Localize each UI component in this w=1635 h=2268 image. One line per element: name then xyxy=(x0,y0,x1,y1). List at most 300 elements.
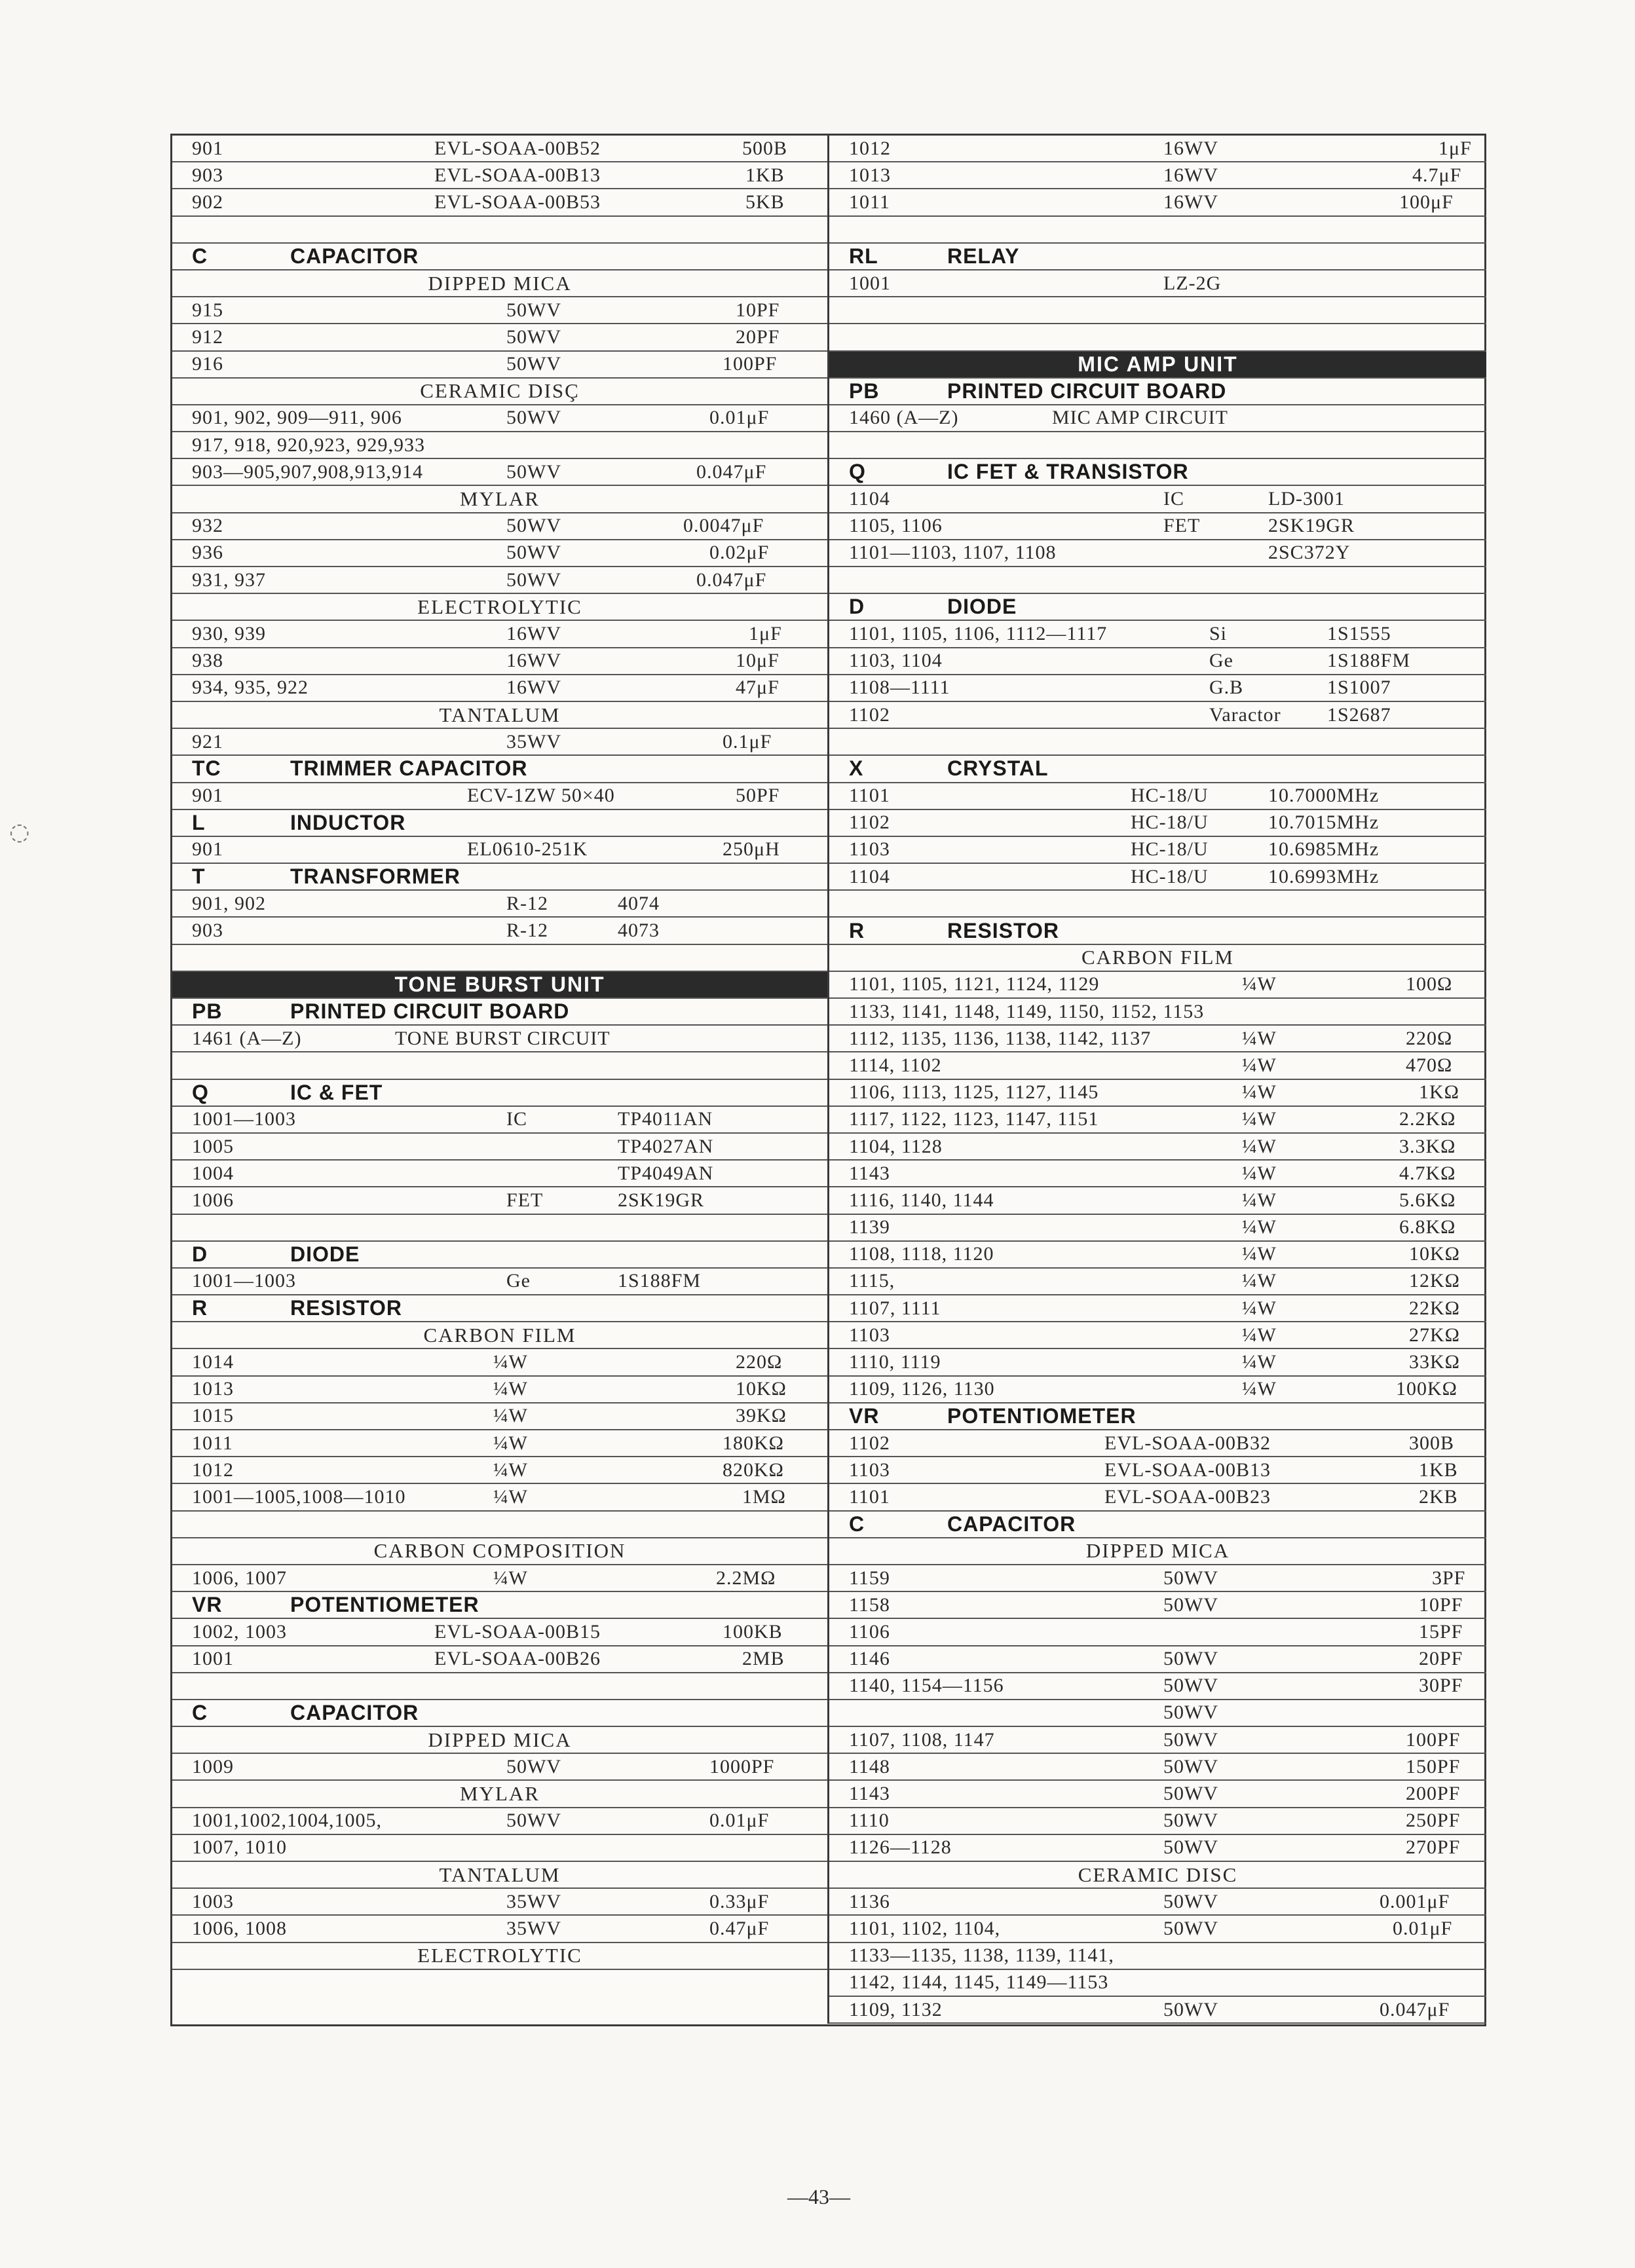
section-title: POTENTIOMETER xyxy=(947,1404,1137,1428)
subsection-header xyxy=(829,945,1486,972)
part-spec: HC-18/U xyxy=(1131,785,1209,807)
part-spec: 35WV xyxy=(506,730,561,753)
part-spec: ¼W xyxy=(1242,1054,1277,1076)
part-value: 0.33μF xyxy=(709,1890,770,1912)
section-code: Q xyxy=(849,460,866,484)
section-title: CAPACITOR xyxy=(947,1512,1076,1536)
ref-numbers: 1103 xyxy=(849,1324,890,1346)
part-spec: 50WV xyxy=(506,515,561,537)
part-row xyxy=(172,1349,827,1376)
blank-row xyxy=(172,1215,827,1242)
ref-numbers: 1101 xyxy=(849,785,890,807)
ref-numbers: 1006, 1008 xyxy=(192,1917,287,1939)
section-code: C xyxy=(849,1512,865,1536)
part-spec: 50WV xyxy=(1163,1998,1218,2020)
part-spec: 16WV xyxy=(506,650,561,672)
part-value: 470Ω xyxy=(1406,1054,1453,1076)
part-spec: 50WV xyxy=(1163,1836,1218,1859)
part-value: 20PF xyxy=(736,325,780,348)
subsection-header xyxy=(172,1727,827,1754)
part-value: 10KΩ xyxy=(1409,1243,1460,1265)
section-title: IC FET & TRANSISTOR xyxy=(947,460,1189,484)
part-spec: FET xyxy=(506,1189,544,1211)
part-row xyxy=(829,1242,1486,1269)
ref-numbers: 1133—1135, 1138, 1139, 1141, xyxy=(849,1944,1114,1967)
part-row xyxy=(829,1161,1486,1187)
subsection-header xyxy=(172,594,827,621)
section-code: D xyxy=(849,595,865,619)
part-spec: 50WV xyxy=(1163,1701,1218,1724)
part-row xyxy=(829,1052,1486,1079)
ref-numbers: 901, 902 xyxy=(192,892,266,914)
part-row xyxy=(172,513,827,540)
ref-numbers: 1140, 1154—1156 xyxy=(849,1675,1004,1697)
part-value: 250μH xyxy=(723,838,780,861)
parts-list-left-column xyxy=(172,136,827,1970)
ref-numbers: 903 xyxy=(192,920,223,942)
ref-numbers: 917, 918, 920,923, 929,933 xyxy=(192,434,425,456)
ref-numbers: 1102 xyxy=(849,703,890,726)
blank-row xyxy=(829,567,1486,594)
section-header xyxy=(829,918,1486,944)
ref-numbers: 1103 xyxy=(849,838,890,861)
part-value: 250PF xyxy=(1406,1810,1461,1832)
part-row xyxy=(829,1107,1486,1134)
part-row xyxy=(829,1673,1486,1700)
part-spec: ¼W xyxy=(1242,1108,1277,1130)
ref-numbers: 1013 xyxy=(192,1378,234,1400)
part-spec: ¼W xyxy=(1242,1081,1277,1104)
part-value: 20PF xyxy=(1419,1648,1463,1670)
part-row xyxy=(829,540,1486,567)
part-value: 1MΩ xyxy=(742,1485,786,1508)
section-code: VR xyxy=(849,1404,880,1428)
section-code: T xyxy=(192,864,206,889)
part-row xyxy=(829,702,1486,729)
part-row xyxy=(172,324,827,351)
part-value: 100PF xyxy=(723,353,778,375)
part-value: 1μF xyxy=(749,622,782,644)
ref-numbers: 1109, 1132 xyxy=(849,1998,943,2020)
ref-numbers: 1001,1002,1004,1005, xyxy=(192,1810,382,1832)
part-row xyxy=(172,1161,827,1187)
part-row xyxy=(829,1997,1486,2024)
part-row xyxy=(172,567,827,594)
part-spec: HC-18/U xyxy=(1131,838,1209,861)
ref-numbers: 1015 xyxy=(192,1405,234,1427)
part-spec: 50WV xyxy=(1163,1810,1218,1832)
part-row xyxy=(829,1295,1486,1322)
part-value: 3.3KΩ xyxy=(1399,1135,1456,1157)
part-spec: EVL-SOAA-00B15 xyxy=(434,1620,601,1643)
section-title: CAPACITOR xyxy=(290,244,419,268)
part-row xyxy=(829,1835,1486,1862)
section-code: X xyxy=(849,756,864,781)
section-header xyxy=(172,1080,827,1107)
part-spec: EVL-SOAA-00B53 xyxy=(434,191,601,213)
part-value: 50PF xyxy=(736,785,780,807)
ref-numbers: 1112, 1135, 1136, 1138, 1142, 1137 xyxy=(849,1027,1152,1049)
subsection-header xyxy=(829,1862,1486,1889)
part-row xyxy=(829,1269,1486,1295)
part-spec: Ge xyxy=(1209,650,1233,672)
section-code: R xyxy=(192,1296,208,1320)
part-row xyxy=(172,1404,827,1430)
section-title: TRIMMER CAPACITOR xyxy=(290,756,528,781)
ref-numbers: 1002, 1003 xyxy=(192,1620,287,1643)
part-value: 15PF xyxy=(1419,1620,1463,1643)
ref-numbers: 901 xyxy=(192,137,223,159)
ref-numbers: 1106, 1113, 1125, 1127, 1145 xyxy=(849,1081,1099,1104)
part-spec: 16WV xyxy=(506,677,561,699)
ref-numbers: 1105, 1106 xyxy=(849,515,943,537)
part-row xyxy=(172,459,827,486)
section-title: RELAY xyxy=(947,244,1020,268)
ref-numbers: 1104 xyxy=(849,488,890,510)
part-row xyxy=(172,540,827,567)
part-row xyxy=(172,297,827,324)
part-value: 0.001μF xyxy=(1380,1890,1450,1912)
ref-numbers: 1104 xyxy=(849,865,890,887)
part-value: 1S188FM xyxy=(1327,650,1411,672)
ref-numbers: 921 xyxy=(192,730,223,753)
part-row xyxy=(829,1619,1486,1646)
part-row xyxy=(829,1727,1486,1754)
ref-numbers: 1107, 1108, 1147 xyxy=(849,1728,995,1751)
ref-numbers: 1001—1003 xyxy=(192,1270,296,1292)
subsection-title: MYLAR xyxy=(460,487,540,511)
part-spec: ¼W xyxy=(1242,1297,1277,1319)
section-code: PB xyxy=(849,379,880,403)
section-header xyxy=(172,1700,827,1727)
part-value: 47μF xyxy=(736,677,780,699)
ref-numbers: 1103, 1104 xyxy=(849,650,943,672)
part-spec: FET xyxy=(1163,515,1201,537)
part-value: 0.047μF xyxy=(1380,1998,1450,2020)
part-row xyxy=(829,1080,1486,1107)
ref-numbers: 1005 xyxy=(192,1135,234,1157)
subsection-header xyxy=(172,1538,827,1565)
subsection-title: CARBON FILM xyxy=(1081,946,1234,969)
part-spec: 35WV xyxy=(506,1890,561,1912)
part-value: 1KB xyxy=(1419,1459,1458,1481)
section-title: CRYSTAL xyxy=(947,756,1049,781)
part-value: 5KB xyxy=(745,191,785,213)
part-spec: 50WV xyxy=(1163,1675,1218,1697)
ref-numbers: 1013 xyxy=(849,164,891,186)
section-code: PB xyxy=(192,999,223,1024)
blank-row xyxy=(172,217,827,244)
section-code: RL xyxy=(849,244,878,268)
part-spec: HC-18/U xyxy=(1131,865,1209,887)
part-value: 6.8KΩ xyxy=(1399,1216,1456,1238)
part-value: 2SK19GR xyxy=(1268,515,1355,537)
part-value: 10.7000MHz xyxy=(1268,785,1380,807)
part-value: 10PF xyxy=(1419,1593,1463,1616)
part-row xyxy=(172,918,827,944)
part-row xyxy=(829,405,1486,432)
blank-row xyxy=(829,217,1486,244)
section-title: DIODE xyxy=(290,1242,360,1266)
part-spec: 50WV xyxy=(506,460,561,483)
part-spec: IC xyxy=(506,1108,527,1130)
subsection-header xyxy=(172,702,827,729)
part-spec: Ge xyxy=(506,1270,531,1292)
part-row xyxy=(829,648,1486,675)
blank-row xyxy=(829,297,1486,324)
part-value: 0.1μF xyxy=(723,730,772,753)
part-spec: ¼W xyxy=(1242,1162,1277,1184)
part-row xyxy=(172,783,827,810)
part-spec: EVL-SOAA-00B23 xyxy=(1104,1485,1271,1508)
part-value: 0.02μF xyxy=(709,542,770,564)
part-value: 100Ω xyxy=(1406,973,1453,995)
part-row xyxy=(829,783,1486,810)
ref-numbers: 1001—1003 xyxy=(192,1108,296,1130)
part-row xyxy=(829,1592,1486,1619)
part-spec: MIC AMP CIRCUIT xyxy=(1052,407,1228,429)
part-value: 0.47μF xyxy=(709,1917,770,1939)
ref-numbers: 1102 xyxy=(849,811,890,834)
part-value: 0.01μF xyxy=(709,1810,770,1832)
part-spec: ¼W xyxy=(493,1567,528,1589)
subsection-title: CERAMIC DISC xyxy=(1078,1863,1238,1886)
parts-list-right-column xyxy=(827,136,1486,2024)
part-row xyxy=(829,1215,1486,1242)
part-value: 1KΩ xyxy=(1419,1081,1459,1104)
part-row xyxy=(829,972,1486,999)
section-header xyxy=(829,756,1486,783)
part-value: 1μF xyxy=(1438,137,1472,159)
part-spec: EVL-SOAA-00B13 xyxy=(1104,1459,1271,1481)
part-spec: EVL-SOAA-00B52 xyxy=(434,137,601,159)
ref-numbers: 901, 902, 909—911, 906 xyxy=(192,407,402,429)
ref-numbers: 1143 xyxy=(849,1162,890,1184)
subsection-title: TANTALUM xyxy=(439,703,561,726)
part-value: 27KΩ xyxy=(1409,1324,1460,1346)
subsection-header xyxy=(172,1943,827,1970)
part-row xyxy=(172,675,827,702)
blank-row xyxy=(172,1673,827,1700)
part-value: TP4049AN xyxy=(618,1162,714,1184)
part-value: 10PF xyxy=(736,299,780,321)
part-spec: 50WV xyxy=(506,353,561,375)
part-value: 150PF xyxy=(1406,1755,1461,1777)
part-row xyxy=(172,621,827,648)
subsection-header xyxy=(172,1862,827,1889)
part-spec: ECV-1ZW 50×40 xyxy=(467,785,615,807)
part-row xyxy=(829,1484,1486,1511)
part-spec: Varactor xyxy=(1209,703,1281,726)
part-row xyxy=(172,1377,827,1404)
part-value: 100KΩ xyxy=(1396,1378,1457,1400)
part-row xyxy=(172,1430,827,1457)
section-title: PRINTED CIRCUIT BOARD xyxy=(290,999,570,1024)
part-spec: EL0610-251K xyxy=(467,838,588,861)
ref-numbers: 1001 xyxy=(192,1648,234,1670)
part-spec: IC xyxy=(1163,488,1184,510)
ref-numbers: 931, 937 xyxy=(192,568,266,591)
part-row xyxy=(172,837,827,864)
part-spec: 50WV xyxy=(1163,1783,1218,1805)
part-row xyxy=(829,1781,1486,1808)
part-row xyxy=(172,648,827,675)
ref-numbers: 1110, 1119 xyxy=(849,1351,941,1373)
part-spec: Si xyxy=(1209,622,1228,644)
ref-numbers: 1142, 1144, 1145, 1149—1153 xyxy=(849,1971,1109,1994)
binding-hole-mark: ◌ xyxy=(9,819,30,846)
part-value: 500B xyxy=(742,137,788,159)
part-spec: 50WV xyxy=(506,407,561,429)
part-row xyxy=(829,999,1486,1026)
ref-numbers: 1106 xyxy=(849,1620,890,1643)
part-value: 2.2KΩ xyxy=(1399,1108,1456,1130)
ref-numbers: 1116, 1140, 1144 xyxy=(849,1189,994,1211)
subsection-title: CARBON FILM xyxy=(423,1323,576,1347)
part-row xyxy=(829,1970,1486,1997)
section-code: L xyxy=(192,810,206,834)
section-title: POTENTIOMETER xyxy=(290,1593,479,1617)
part-value: 10.6993MHz xyxy=(1268,865,1380,887)
part-row xyxy=(829,1349,1486,1376)
section-title: RESISTOR xyxy=(947,918,1059,942)
part-value: 220Ω xyxy=(736,1351,783,1373)
ref-numbers: 1014 xyxy=(192,1351,234,1373)
part-spec: ¼W xyxy=(493,1378,528,1400)
ref-numbers: 1103 xyxy=(849,1459,890,1481)
ref-numbers: 912 xyxy=(192,325,223,348)
part-row xyxy=(172,1754,827,1781)
part-value: 0.0047μF xyxy=(683,515,764,537)
part-spec: ¼W xyxy=(1242,1216,1277,1238)
part-spec: ¼W xyxy=(1242,1351,1277,1373)
section-header xyxy=(829,1512,1486,1538)
part-row xyxy=(172,1835,827,1862)
section-header xyxy=(829,244,1486,270)
ref-numbers: 1102 xyxy=(849,1432,890,1454)
part-spec: 16WV xyxy=(1163,191,1218,213)
part-row xyxy=(172,1107,827,1134)
part-spec: ¼W xyxy=(1242,1027,1277,1049)
part-spec: 50WV xyxy=(506,299,561,321)
part-spec: 50WV xyxy=(1163,1648,1218,1670)
ref-numbers: 1009 xyxy=(192,1755,234,1777)
part-spec: 50WV xyxy=(506,542,561,564)
part-value: LD-3001 xyxy=(1268,488,1345,510)
ref-numbers: 1460 (A—Z) xyxy=(849,407,959,429)
part-value: 2.2MΩ xyxy=(716,1567,776,1589)
ref-numbers: 1012 xyxy=(849,137,891,159)
part-value: 820KΩ xyxy=(723,1459,784,1481)
subsection-header xyxy=(172,270,827,297)
part-value: 200PF xyxy=(1406,1783,1461,1805)
part-row xyxy=(172,189,827,216)
part-spec: EVL-SOAA-00B32 xyxy=(1104,1432,1271,1454)
part-spec: 16WV xyxy=(1163,164,1218,186)
ref-numbers: 1108, 1118, 1120 xyxy=(849,1243,994,1265)
part-value: TP4011AN xyxy=(618,1108,713,1130)
part-spec: 50WV xyxy=(1163,1567,1218,1589)
part-value: 220Ω xyxy=(1406,1027,1453,1049)
ref-numbers: 916 xyxy=(192,353,223,375)
part-value: 0.047μF xyxy=(696,460,767,483)
blank-row xyxy=(829,324,1486,351)
section-header xyxy=(172,999,827,1026)
part-value: 100KB xyxy=(723,1620,783,1643)
part-row xyxy=(829,1377,1486,1404)
ref-numbers: 1117, 1122, 1123, 1147, 1151 xyxy=(849,1108,1099,1130)
ref-numbers: 1158 xyxy=(849,1593,890,1616)
part-spec: 50WV xyxy=(506,1755,561,1777)
part-row xyxy=(829,621,1486,648)
part-value: 0.047μF xyxy=(696,568,767,591)
part-spec: R-12 xyxy=(506,892,548,914)
part-row xyxy=(172,1484,827,1511)
part-spec: ¼W xyxy=(493,1459,528,1481)
part-row xyxy=(829,1889,1486,1916)
part-spec: 50WV xyxy=(506,325,561,348)
blank-row xyxy=(172,1512,827,1538)
part-row xyxy=(172,891,827,918)
part-value: 4073 xyxy=(618,920,660,942)
part-row xyxy=(172,432,827,459)
ref-numbers: 901 xyxy=(192,785,223,807)
part-value: 10KΩ xyxy=(736,1378,787,1400)
ref-numbers: 1004 xyxy=(192,1162,234,1184)
part-value: 2SK19GR xyxy=(618,1189,705,1211)
part-spec: HC-18/U xyxy=(1131,811,1209,834)
part-row xyxy=(829,1457,1486,1484)
part-row xyxy=(829,1187,1486,1214)
part-value: 10.7015MHz xyxy=(1268,811,1380,834)
part-value: 4.7μF xyxy=(1412,164,1462,186)
part-row xyxy=(172,162,827,189)
blank-row xyxy=(172,1052,827,1079)
section-code: C xyxy=(192,244,208,268)
part-spec: 50WV xyxy=(1163,1755,1218,1777)
part-value: 2SC372Y xyxy=(1268,542,1351,564)
part-row xyxy=(829,1134,1486,1161)
part-value: 4.7KΩ xyxy=(1399,1162,1456,1184)
ref-numbers: 1012 xyxy=(192,1459,234,1481)
subsection-header xyxy=(172,1781,827,1808)
ref-numbers: 1107, 1111 xyxy=(849,1297,941,1319)
ref-numbers: 1003 xyxy=(192,1890,234,1912)
part-spec: 16WV xyxy=(1163,137,1218,159)
part-row xyxy=(172,1889,827,1916)
ref-numbers: 1143 xyxy=(849,1783,890,1805)
part-spec: ¼W xyxy=(1242,1378,1277,1400)
section-title: IC & FET xyxy=(290,1080,383,1104)
section-code: Q xyxy=(192,1080,209,1104)
subsection-header xyxy=(172,486,827,513)
ref-numbers: 1011 xyxy=(849,191,890,213)
part-row xyxy=(829,1700,1486,1727)
part-spec: ¼W xyxy=(1242,1270,1277,1292)
part-value: 5.6KΩ xyxy=(1399,1189,1456,1211)
part-row xyxy=(829,837,1486,864)
part-row xyxy=(829,1943,1486,1970)
part-spec: TONE BURST CIRCUIT xyxy=(395,1027,611,1049)
part-value: 1KB xyxy=(745,164,785,186)
part-spec: ¼W xyxy=(1242,1324,1277,1346)
part-spec: 50WV xyxy=(1163,1917,1218,1939)
section-header xyxy=(172,244,827,270)
part-spec: 35WV xyxy=(506,1917,561,1939)
ref-numbers: 1115, xyxy=(849,1270,895,1292)
ref-numbers: 1126—1128 xyxy=(849,1836,952,1859)
part-value: 39KΩ xyxy=(736,1405,787,1427)
